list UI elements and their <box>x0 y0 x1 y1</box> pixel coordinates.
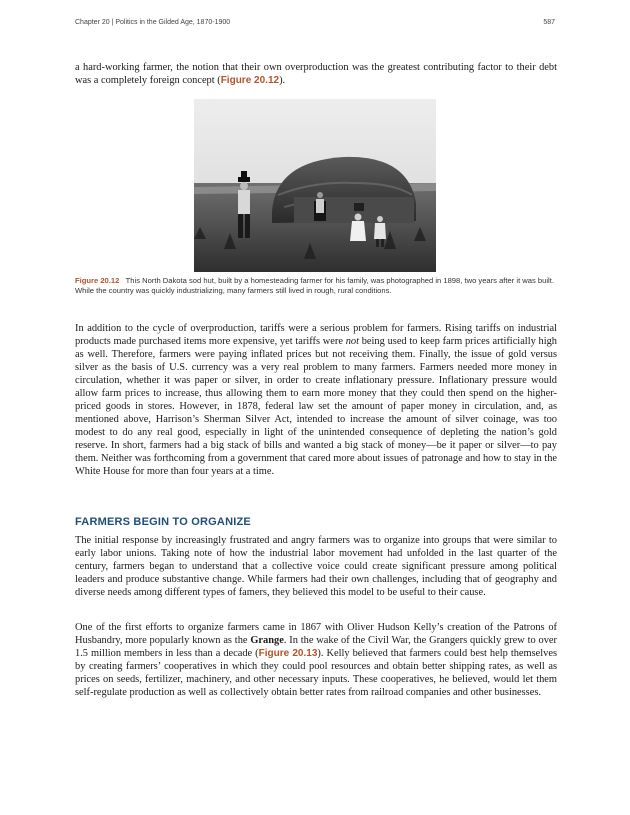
chapter-title: Chapter 20 | Politics in the Gilded Age, 1870-1900 <box>75 19 231 26</box>
figure-20-12-link[interactable]: Figure 20.12 <box>220 75 280 86</box>
response-paragraph: The initial response by increasingly frustrated and angry farmers was to organize into groups that were similar to early labor unions. Taking note of how the industrial labor movement had unfolded in the last quarter of the century, farmers began to understand that a collective voice could create significant pressure among political leaders and produce substantive change. While farmers had their own challenges, including that of geography and diverse needs among different types of famers, they believed this model to be useful to their cause. <box>75 535 557 598</box>
tariffs-text-2: being used to keep farm prices artificially high as well. Therefore, farmers were paying inflated prices but not receiving them. Finally, the issue of gold versus silver as the basis of U.S. currency was a very real problem to many farmers. Farmers needed more money in circulation, whether it was paper or silver, in order to create inflationary pressure. Inflationary pressure would allow farm prices to increase, thus allowing them to earn more money that they could then spend on the higher-priced goods in stores. However, in 1878, federal law set the amount of paper money in circulation, and, as mentioned above, Harrison’s Sherman Silver Act, intended to increase the amount of silver coinage, was too modest to do any real good, especially in light of the unintended consequence of depleting the nation’s gold reserve. In short, farmers had a big stack of bills and wanted a big stack of money—be it paper or silver—to pay them. Neither was forthcoming from a government that cared more about issues of patronage and how to stay in the White House for more than four years at a time. <box>75 336 558 477</box>
grange-term: Grange <box>250 635 284 646</box>
intro-paragraph <box>75 61 557 87</box>
grange-text-3: ). Kelly believed that farmers could best help themselves by creating farmers’ cooperatives in which they could pool resources and obtain better shipping rates, as well as prices on seeds, fertilizer, machinery, and other necessary inputs. These cooperatives, he believed, would let them self-regulate production as well as collectively obtain better rates from railroad companies and other businesses. <box>75 648 557 698</box>
tariffs-paragraph <box>75 322 557 478</box>
grange-text-2: . In the wake of the Civil War, the Grangers quickly grew to over 1.5 million members in less than a decade ( <box>75 635 557 659</box>
tariffs-emphasis: not <box>345 336 359 347</box>
figure-label: Figure 20.12 <box>75 276 120 285</box>
figure-caption-text: This North Dakota sod hut, built by a homesteading farmer for his family, was photographed in 1898, two years after it was built. While the country was quickly industrializing, many farmers still lived in rough, rural conditions. <box>75 276 554 295</box>
intro-text: a hard-working farmer, the notion that their own overproduction was the greatest contributing factor to their debt was a completely foreign concept ( <box>75 62 557 86</box>
section-heading: FARMERS BEGIN TO ORGANIZE <box>75 516 251 528</box>
grange-paragraph <box>75 621 557 699</box>
figure-20-13-link[interactable]: Figure 20.13 <box>258 648 318 659</box>
page-number: 587 <box>543 19 555 26</box>
running-header <box>75 19 555 26</box>
figure-caption <box>75 276 557 296</box>
tariffs-text-1: In addition to the cycle of overproduction, tariffs were a serious problem for farmers. Rising tariffs on industrial products made purchased items more expensive, yet tariffs were <box>75 323 557 347</box>
sod-hut-photograph <box>194 99 436 272</box>
intro-after: ). <box>279 75 286 86</box>
grange-text-1: One of the first efforts to organize farmers came in 1867 with Oliver Hudson Kelly’s creation of the Patrons of Husbandry, more popularly known as the <box>75 622 557 646</box>
